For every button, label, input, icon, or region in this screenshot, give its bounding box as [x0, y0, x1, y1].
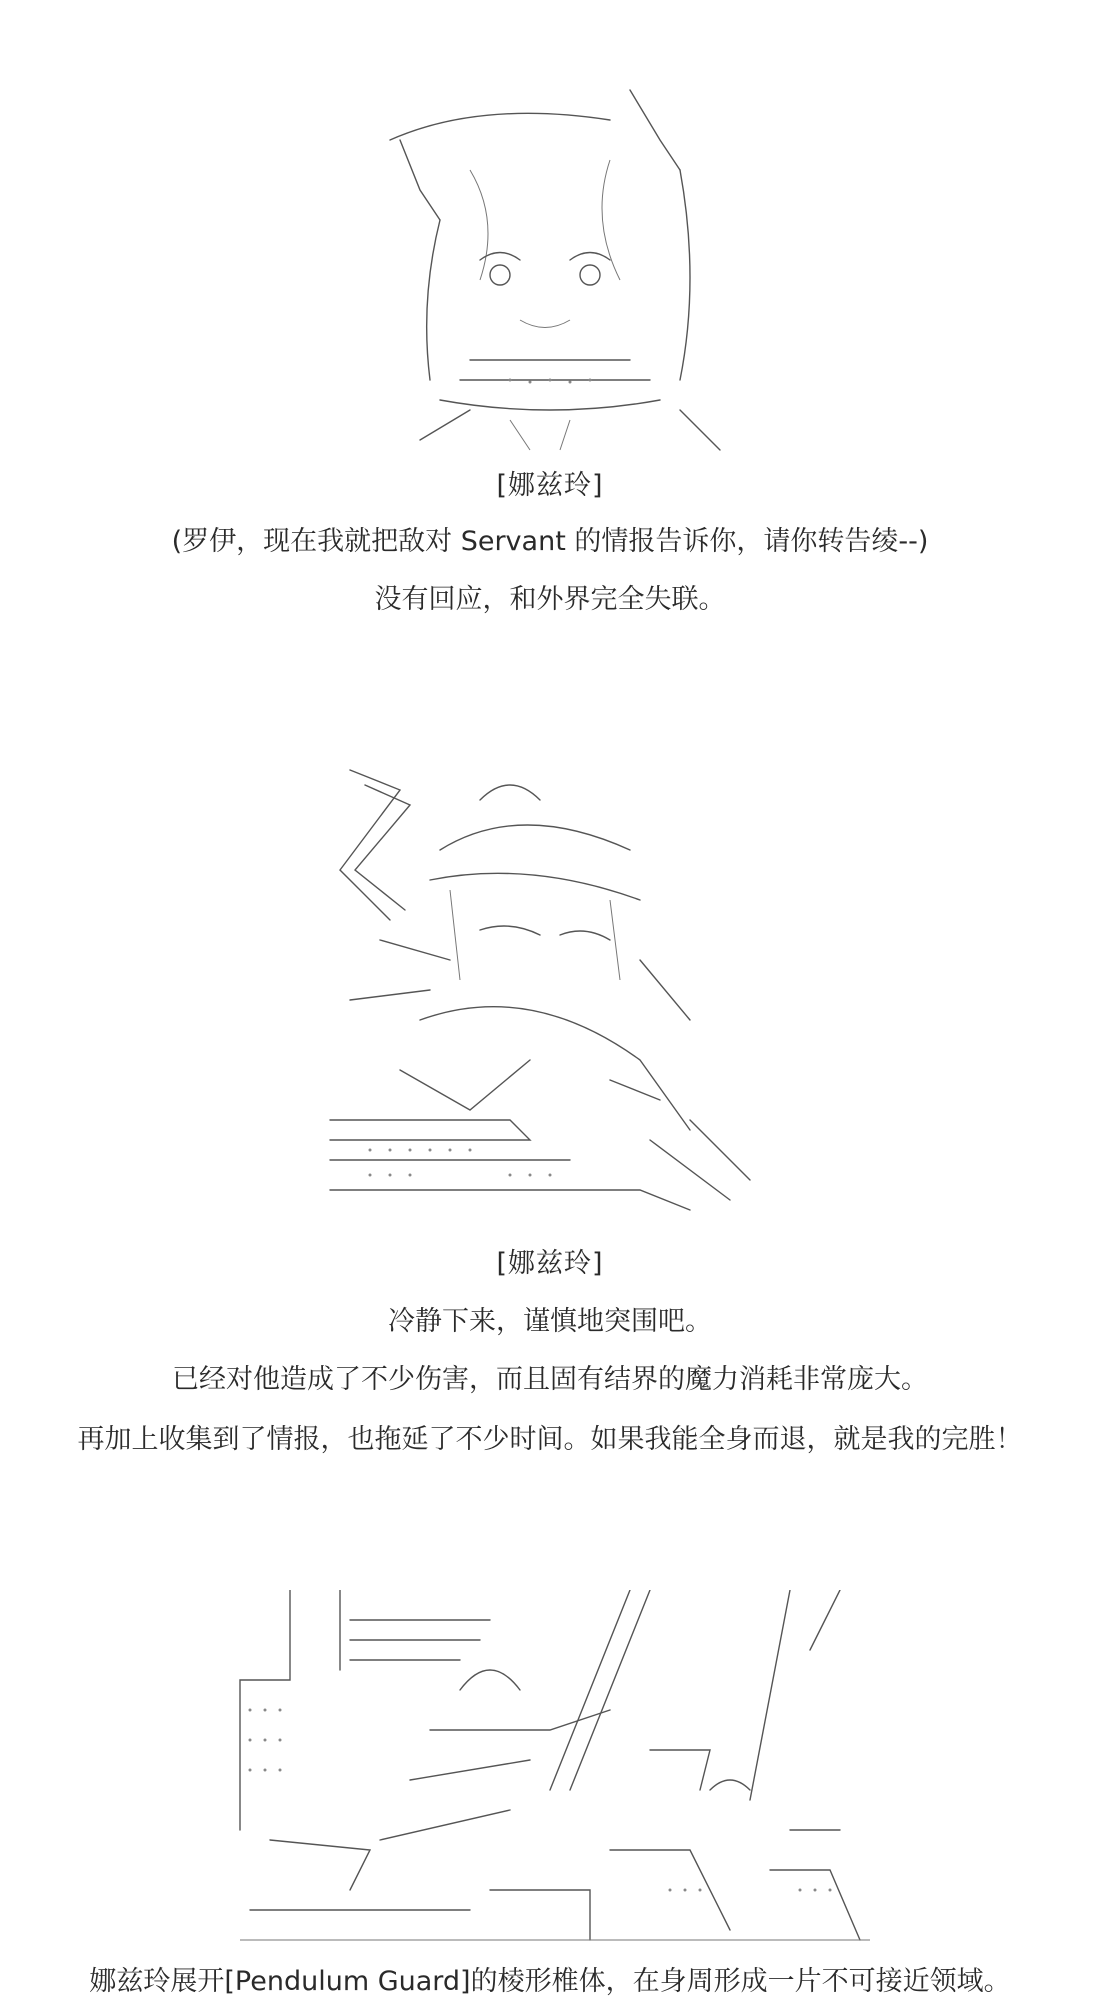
- speaker-label-1: [娜兹玲]: [496, 470, 604, 501]
- ascii-art-panel-3: [0, 1590, 1100, 1950]
- ascii-art-panel-1: [0, 80, 1100, 460]
- dialogue-line: 已经对他造成了不少伤害，而且固有结界的魔力消耗非常庞大。: [172, 1364, 928, 1395]
- cat-ear-girl-art-icon: [360, 80, 740, 460]
- dialogue-line: 再加上收集到了情报，也拖延了不少时间。如果我能全身而退，就是我的完胜！: [77, 1424, 1023, 1455]
- dialogue-line: 冷静下来，谨慎地突围吧。: [388, 1306, 712, 1337]
- girl-with-pendulum-art-icon: [310, 760, 790, 1230]
- ascii-art-panel-2: [0, 760, 1100, 1230]
- narration-line: 娜兹玲展开[Pendulum Guard]的棱形椎体，在身周形成一片不可接近领域。: [89, 1966, 1011, 1997]
- dialogue-line: (罗伊，现在我就把敌对 Servant 的情报告诉你，请你转告绫--): [171, 526, 929, 557]
- speaker-label-2: [娜兹玲]: [496, 1248, 604, 1279]
- dialogue-line: 没有回应，和外界完全失联。: [374, 584, 726, 615]
- pendulum-guard-barrier-art-icon: [230, 1590, 870, 1950]
